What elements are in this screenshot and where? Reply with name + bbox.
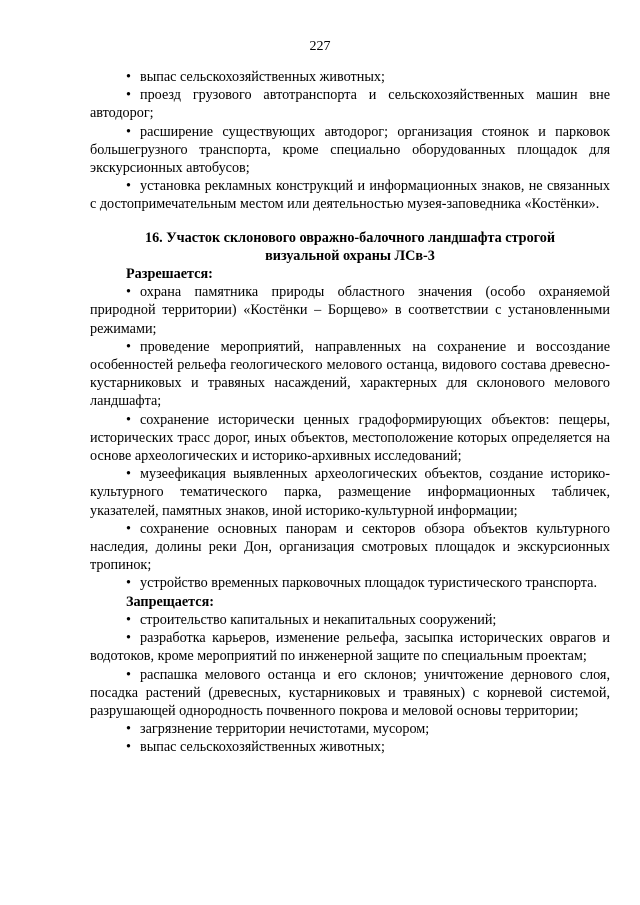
list-item: [90, 465, 610, 520]
bullet-glyph: •: [126, 666, 131, 683]
bullet-glyph: •: [126, 721, 131, 738]
bullet-glyph: •: [126, 466, 131, 483]
list-item-text: расширение существующих автодорог; организация стоянок и парковок большегрузного транспорта, кроме специально оборудованных площадок для экскурсионных автобусов;: [90, 123, 610, 177]
bullet-glyph: •: [126, 69, 131, 85]
intro-list: [90, 68, 610, 214]
list-item: [90, 411, 610, 466]
list-item-text: сохранение исторически ценных градоформирующих объектов: пещеры, исторических трасс дорог, иных объектов, местоположение которых определяется на основе археологических и историко-архивных исследований;: [90, 411, 610, 465]
list-item: [90, 738, 610, 756]
list-item-text: распашка мелового останца и его склонов; уничтожение дернового слоя, посадка растений (древесных, кустарниковых и травяных) с корневой системой, разрушающей однородность почвенного покрова и меловой основы территории;: [90, 666, 610, 719]
bullet-glyph: •: [126, 123, 131, 140]
list-item-text: разработка карьеров, изменение рельефа, засыпка исторических оврагов и водотоков, кроме мероприятий по инженерной защите по специальным проектам;: [90, 630, 610, 665]
list-item-text: строительство капитальных и некапитальных сооружений;: [140, 611, 497, 628]
list-item: [90, 338, 610, 411]
bullet-glyph: •: [126, 284, 131, 301]
bullet-glyph: •: [126, 338, 131, 355]
bullet-glyph: •: [126, 575, 131, 592]
list-item: [90, 611, 610, 629]
forbidden-label: Запрещается:: [126, 593, 214, 610]
list-item: [90, 629, 610, 665]
bullet-glyph: •: [126, 520, 131, 537]
list-item-text: проезд грузового автотранспорта и сельскохозяйственных машин вне автодорог;: [90, 87, 610, 122]
list-item-text: установка рекламных конструкций и информационных знаков, не связанных с достопримечательным местом или деятельностью музея-заповедника «Костёнки».: [90, 178, 610, 213]
page-number: 227: [309, 39, 331, 54]
bullet-glyph: •: [126, 178, 131, 195]
list-item-text: охрана памятника природы областного значения (особо охраняемой природной территории) «Костёнки – Борщево» в соответствии с установленными режимами;: [90, 284, 610, 337]
list-item: [90, 720, 610, 738]
list-item-text: проведение мероприятий, направленных на сохранение и воссоздание особенностей рельефа геологического мелового останца, видового состава древесно-кустарниковых и травяных насаждений, характерных для склонового мелового ландшафта;: [90, 338, 610, 410]
bullet-glyph: •: [126, 87, 131, 104]
bullet-glyph: •: [126, 739, 131, 756]
bullet-glyph: •: [126, 611, 131, 628]
list-item: [90, 86, 610, 122]
list-item-text: устройство временных парковочных площадок туристического транспорта.: [140, 575, 598, 592]
forbidden-list: [90, 611, 610, 757]
list-item: [90, 520, 610, 575]
bullet-glyph: •: [126, 411, 131, 428]
list-item-text: сохранение основных панорам и секторов обзора объектов культурного наследия, долины реки Дон, организация смотровых площадок и экскурсионных тропинок;: [90, 520, 610, 574]
list-item-text: выпас сельскохозяйственных животных;: [140, 69, 385, 85]
list-item: [90, 574, 610, 592]
allowed-label: Разрешается:: [126, 266, 213, 283]
list-item: [90, 123, 610, 178]
list-item-text: выпас сельскохозяйственных животных;: [140, 739, 385, 756]
page-content: [90, 68, 610, 757]
list-item-text: музеефикация выявленных археологических объектов, создание историко-культурного тематического парка, размещение информационных табличек, указателей, памятных знаков, иной историко-культурной информации;: [90, 466, 610, 519]
allowed-list: [90, 283, 610, 592]
list-item: [90, 177, 610, 213]
list-item: [90, 283, 610, 338]
list-item: [90, 666, 610, 721]
section-heading: 16. Участок склонового овражно-балочного ландшафта строгой визуальной охраны ЛСв-3: [144, 229, 556, 264]
list-item-text: загрязнение территории нечистотами, мусором;: [140, 721, 430, 738]
bullet-glyph: •: [126, 630, 131, 647]
list-item: [90, 68, 610, 86]
